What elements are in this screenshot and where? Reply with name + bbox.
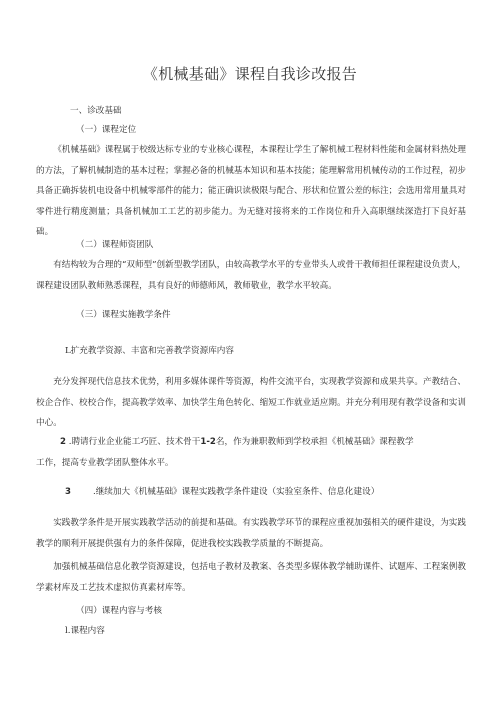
report-title: 《机械基础》课程自我诊改报告 <box>142 65 358 83</box>
item-text-practical-conditions: .继续加大《机械基础》课程实践教学条件建设（实验室条件、信息化建设） <box>92 487 380 497</box>
item-line-part-time-teachers <box>60 437 414 448</box>
subsection-heading-course-content: （四）课程内容与考核 <box>76 606 162 616</box>
item-number-3: 3 <box>65 487 71 497</box>
subsection-heading-teaching-team: （二）课程师资团队 <box>76 240 154 250</box>
paragraph-course-positioning: 《机械基础》课程属于校级达标专业的专业核心课程，本课程让学生了解机械工程材料性能和金属材料热处理的方法，了解机械制造的基本过程；掌握必备的机械基本知识和基本技能；能理解常用机械传动的工作过程，初步具备正确拆装机电设备中机械零部件的能力；能正确识读极限与配合、形状和位置公差的标注；会选用常用量具对零件进行精度测量；具备机械加工工艺的初步能力。为无缝对接将来的工作岗位和升入高职继续深造打下良好基础。 <box>36 145 466 238</box>
item-heading-teaching-resources: L扩充教学资源、丰富和完善教学资源库内容 <box>65 346 234 356</box>
item-line-practical-conditions <box>65 487 379 498</box>
paragraph-teaching-team: 有结构较为合理的“双师型”创新型教学团队，由较高教学水平的专业带头人或骨干教师担任课程建设负责人，课程建设团队教师熟悉课程，具有良好的师德师风，教师敬业，教学水平较高。 <box>36 260 466 291</box>
paragraph-information-resources: 加强机械基础信息化教学资源建设，包括电子教材及教案、各类型多媒体教学辅助课件、试题库、工程案例教学素材库及工艺技术虚拟仿真素材库等。 <box>36 562 466 593</box>
subsection-heading-course-positioning: （一）课程定位 <box>76 125 137 135</box>
item-heading-course-content: l.课程内容 <box>65 626 105 636</box>
item-number-2: 2 <box>60 437 66 447</box>
item-line-part-time-teachers-cont: 工作，提高专业教学团队整体水平。 <box>36 458 174 468</box>
subsection-heading-teaching-conditions: （三）课程实施教学条件 <box>76 310 171 320</box>
paragraph-practical-conditions: 实践教学条件是开展实践教学活动的前提和基础。有实践教学环节的课程应重视加强相关的硬件建设，为实践教学的顺利开展提供强有力的条件保障，促进我校实践教学质量的不断提高。 <box>36 518 466 549</box>
item-number-range: 1-2 <box>200 437 216 447</box>
section-heading-diagnosis-basis: 一、诊改基础 <box>70 106 122 116</box>
item-text-part-b: 名，作为兼职教师到学校承担《机械基础》课程教学 <box>215 437 414 447</box>
paragraph-teaching-resources: 充分发挥现代信息技术优势，利用多媒体课件等资源，构件交流平台，实现教学资源和成果共享。产教结合、校企合作、校校合作，提高教学效率、加快学生角色转化、缩短工作就业适应期。并充分利用现有教学设备和实训中心。 <box>36 377 466 429</box>
item-text-part-a: .聘请行业企业能工巧匠、技术骨干 <box>68 437 201 447</box>
